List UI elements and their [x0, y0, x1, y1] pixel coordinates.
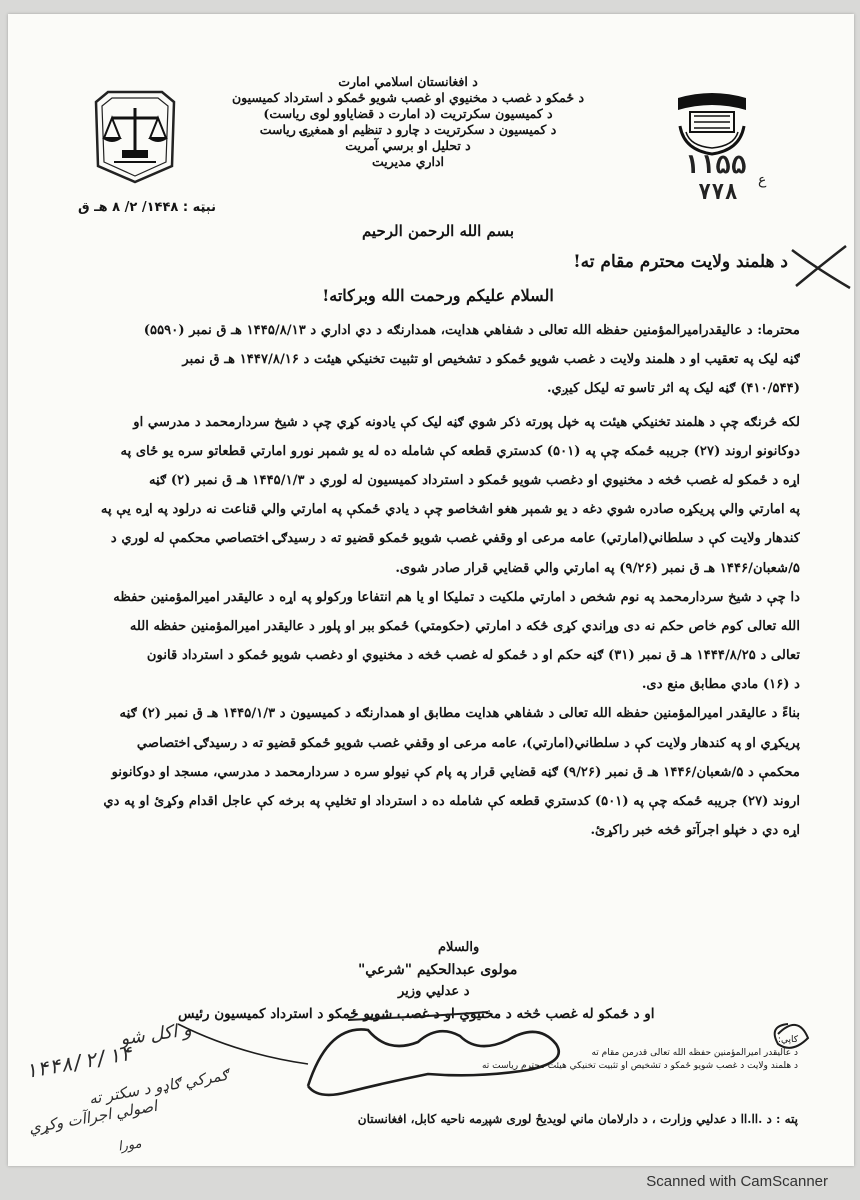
body-line: کندهار ولايت کې د سلطاني(امارتي) عامه مرعی او وقفي غصب شويو ځمکو قضيو ته د رسيدګۍ اختصاصي محکمې له لوري د	[110, 531, 800, 547]
handwritten-reference-letter: ع	[758, 172, 767, 188]
copy-to-label: کاپي:	[777, 1035, 798, 1045]
scanner-watermark: Scanned with CamScanner	[646, 1173, 828, 1190]
body-line: محترما: د عاليقدرامیرالمؤمنين حفظه الله تعالی د شفاهي هدايت، همدارنګه د دي اداري د ۱۴۴۵/۸/۱۳ هـ ق نمبر (۵۵۹۰)	[143, 323, 800, 338]
handwritten-reference-number: ۱۱۵۵	[684, 150, 747, 180]
letterhead-line-5: د تحليل او برسي آمريت	[345, 138, 471, 153]
addressee: د هلمند ولايت محترم مقام ته!	[573, 252, 788, 272]
document-page	[8, 14, 854, 1166]
closing-word: والسلام	[438, 940, 480, 955]
handwritten-note-date: ۱۴۴۸/۲/۱۴	[22, 1040, 134, 1084]
letterhead-line-2: د ځمکو د غصب د مخنيوي او غصب شويو ځمکو د استرداد کميسيون	[231, 90, 585, 105]
body-line: پريکړي او په کندهار ولايت کې د سلطاني(امارتي)، عامه مرعی او وقفي غصب شويو ځمکو قضيو ته د رسيدګۍ اختصاصي	[136, 735, 800, 751]
body-line: تعالی د ۱۴۴۴/۸/۲۵ هـ ق نمبر (۳۱) ګڼه حکم او د ځمکو له غصب څخه د مخنيوي او دغصب شويو ځمکو د استرداد قانون	[146, 648, 800, 664]
handwritten-note-1: و اکل شو	[118, 1019, 193, 1050]
letterhead-line-6: اداري مديريت	[371, 154, 445, 169]
body-line: بناءً د عاليقدر اميرالمؤمنين حفظه الله تعالی د شفاهي هدايت مطابق او همدارنګه د کميسيون د ۱۴۴۵/۱/۳ هـ ق نمبر (۲) ګڼه	[119, 706, 800, 722]
body-line: (۴۱۰/۵۴۴) ګڼه ليک په اثر تاسو ته ليکل کيږي.	[546, 381, 800, 397]
handwritten-note-2: ګمرکي ګاډو د سکتر ته	[87, 1065, 230, 1109]
signatory-role: او د ځمکو له غصب څخه د مخنيوي او د غصب شويو ځمکو د استرداد کميسيون رئيس	[178, 1006, 655, 1022]
body-line: اروند (۲۷) جريبه ځمکه چې په (۵۰۱) کدستري قطعه کې شامله ده د استرداد او تخليې په برخه کې عاجل اقدام وکړئ او په دي	[103, 794, 800, 809]
bismillah-heading: بسم الله الرحمن الرحيم	[361, 222, 515, 240]
body-line: دا چې د شيخ سردارمحمد په نوم شخص د امارتي ملکيت د تمليکا او يا هم انتفاعا ورکولو په اړه د عاليقدر اميرالمؤمنين حفظه	[113, 589, 800, 605]
handwritten-note-4: مورا	[117, 1136, 143, 1155]
body-line: اړه دي د خپلو اجرآتو څخه خبر راکړئ.	[590, 823, 800, 839]
copy-to-line: د عاليقدر اميرالمؤمنين حفظه الله تعالی قدرمن مقام ته	[591, 1048, 798, 1058]
handwritten-reference-number-2: ۷۷۸	[698, 180, 738, 205]
copy-to-line: د هلمند ولايت د غصب شويو ځمکو د تشخيص او تثبيت تخنيکي هيئت محترم رياست ته	[481, 1061, 798, 1071]
body-line: دوکانونو اروند (۲۷) جريبه ځمکه چې په (۵۰۱) کدستري قطعه کې شامله ده له يو شمېر نورو امارتي قطعاتو سره يو ځای په	[120, 443, 800, 459]
body-line: لکه څرنګه چې د هلمند تخنيکي هيئت په خپل پورته ذکر شوي ګڼه ليک کې يادونه کړي چې د شيخ سردارمحمد د مدرسي او	[133, 414, 800, 430]
body-line: ګڼه ليک په تعقيب او د هلمند ولايت د غصب شويو ځمکو د تشخيص او تثبيت تخنيکي هيئت د ۱۴۴۷/۸/۱۶ هـ ق نمبر	[182, 352, 800, 368]
body-line: الله تعالی کوم خاص حکم نه دی وړاندي کړی څکه د امارتي (حکومتي) ځمکو ببر او پلور د عاليقدر اميرالمؤمنين حفظه الله	[129, 618, 800, 634]
body-line: ۵/شعبان/۱۴۴۶ هـ ق نمبر (۹/۲۶) په امارتي والي قضايي قرار صادر شوی.	[395, 560, 800, 576]
footer-address: پته : د .اا.اا د عدليي وزارت ، د دارلامان ماني لويديځ لوری شپږمه ناحيه کابل، افغانستان	[357, 1112, 798, 1126]
letterhead-line-3: د کميسيون سکرتريت (د امارت د قضاياوو لوی رياست)	[263, 106, 553, 121]
signatory-title: د عدليي وزير	[398, 984, 470, 999]
body-line: په امارتي والي پريکړه صادره شوي دغه د يو شمېر هغو اشخاصو چې د يادي ځمکې په امارتي والي قناعت نه درلود په اړه يې په	[100, 502, 800, 518]
letterhead-line-4: د کميسيون د سکرتريت د چارو د تنظيم او همغږۍ رياست	[259, 122, 557, 137]
handwritten-note-3: اصولي اجراآت وکړي	[27, 1096, 159, 1138]
signatory-name: مولوی عبدالحکيم "شرعي"	[358, 962, 518, 978]
body-line: اړه د ځمکو له غصب څخه د مخنيوي او دغصب شويو ځمکو د استرداد کميسيون له لوري د ۱۴۴۵/۱/۳ هـ ق نمبر (۲) ګڼه	[148, 472, 800, 488]
body-line: د (۱۶) مادي مطابق منع دی.	[641, 677, 800, 693]
body-line: محکمې د ۵/شعبان/۱۴۴۶ هـ ق نمبر (۹/۲۶) ګڼه قضايي قرار په پام کې نيولو سره د سردارمحمد د مدرسي، مسجد او دوکانونو	[111, 764, 800, 780]
salutation: السلام عليکم ورحمت الله وبرکاته!	[322, 286, 554, 305]
document-date: نېټه : ۱۴۴۸/ ۲/ ۸ هـ ق	[78, 200, 216, 215]
handwritten-signature-icon	[8, 14, 854, 1166]
letterhead-line-1: د افغانستان اسلامي امارت	[338, 74, 478, 89]
